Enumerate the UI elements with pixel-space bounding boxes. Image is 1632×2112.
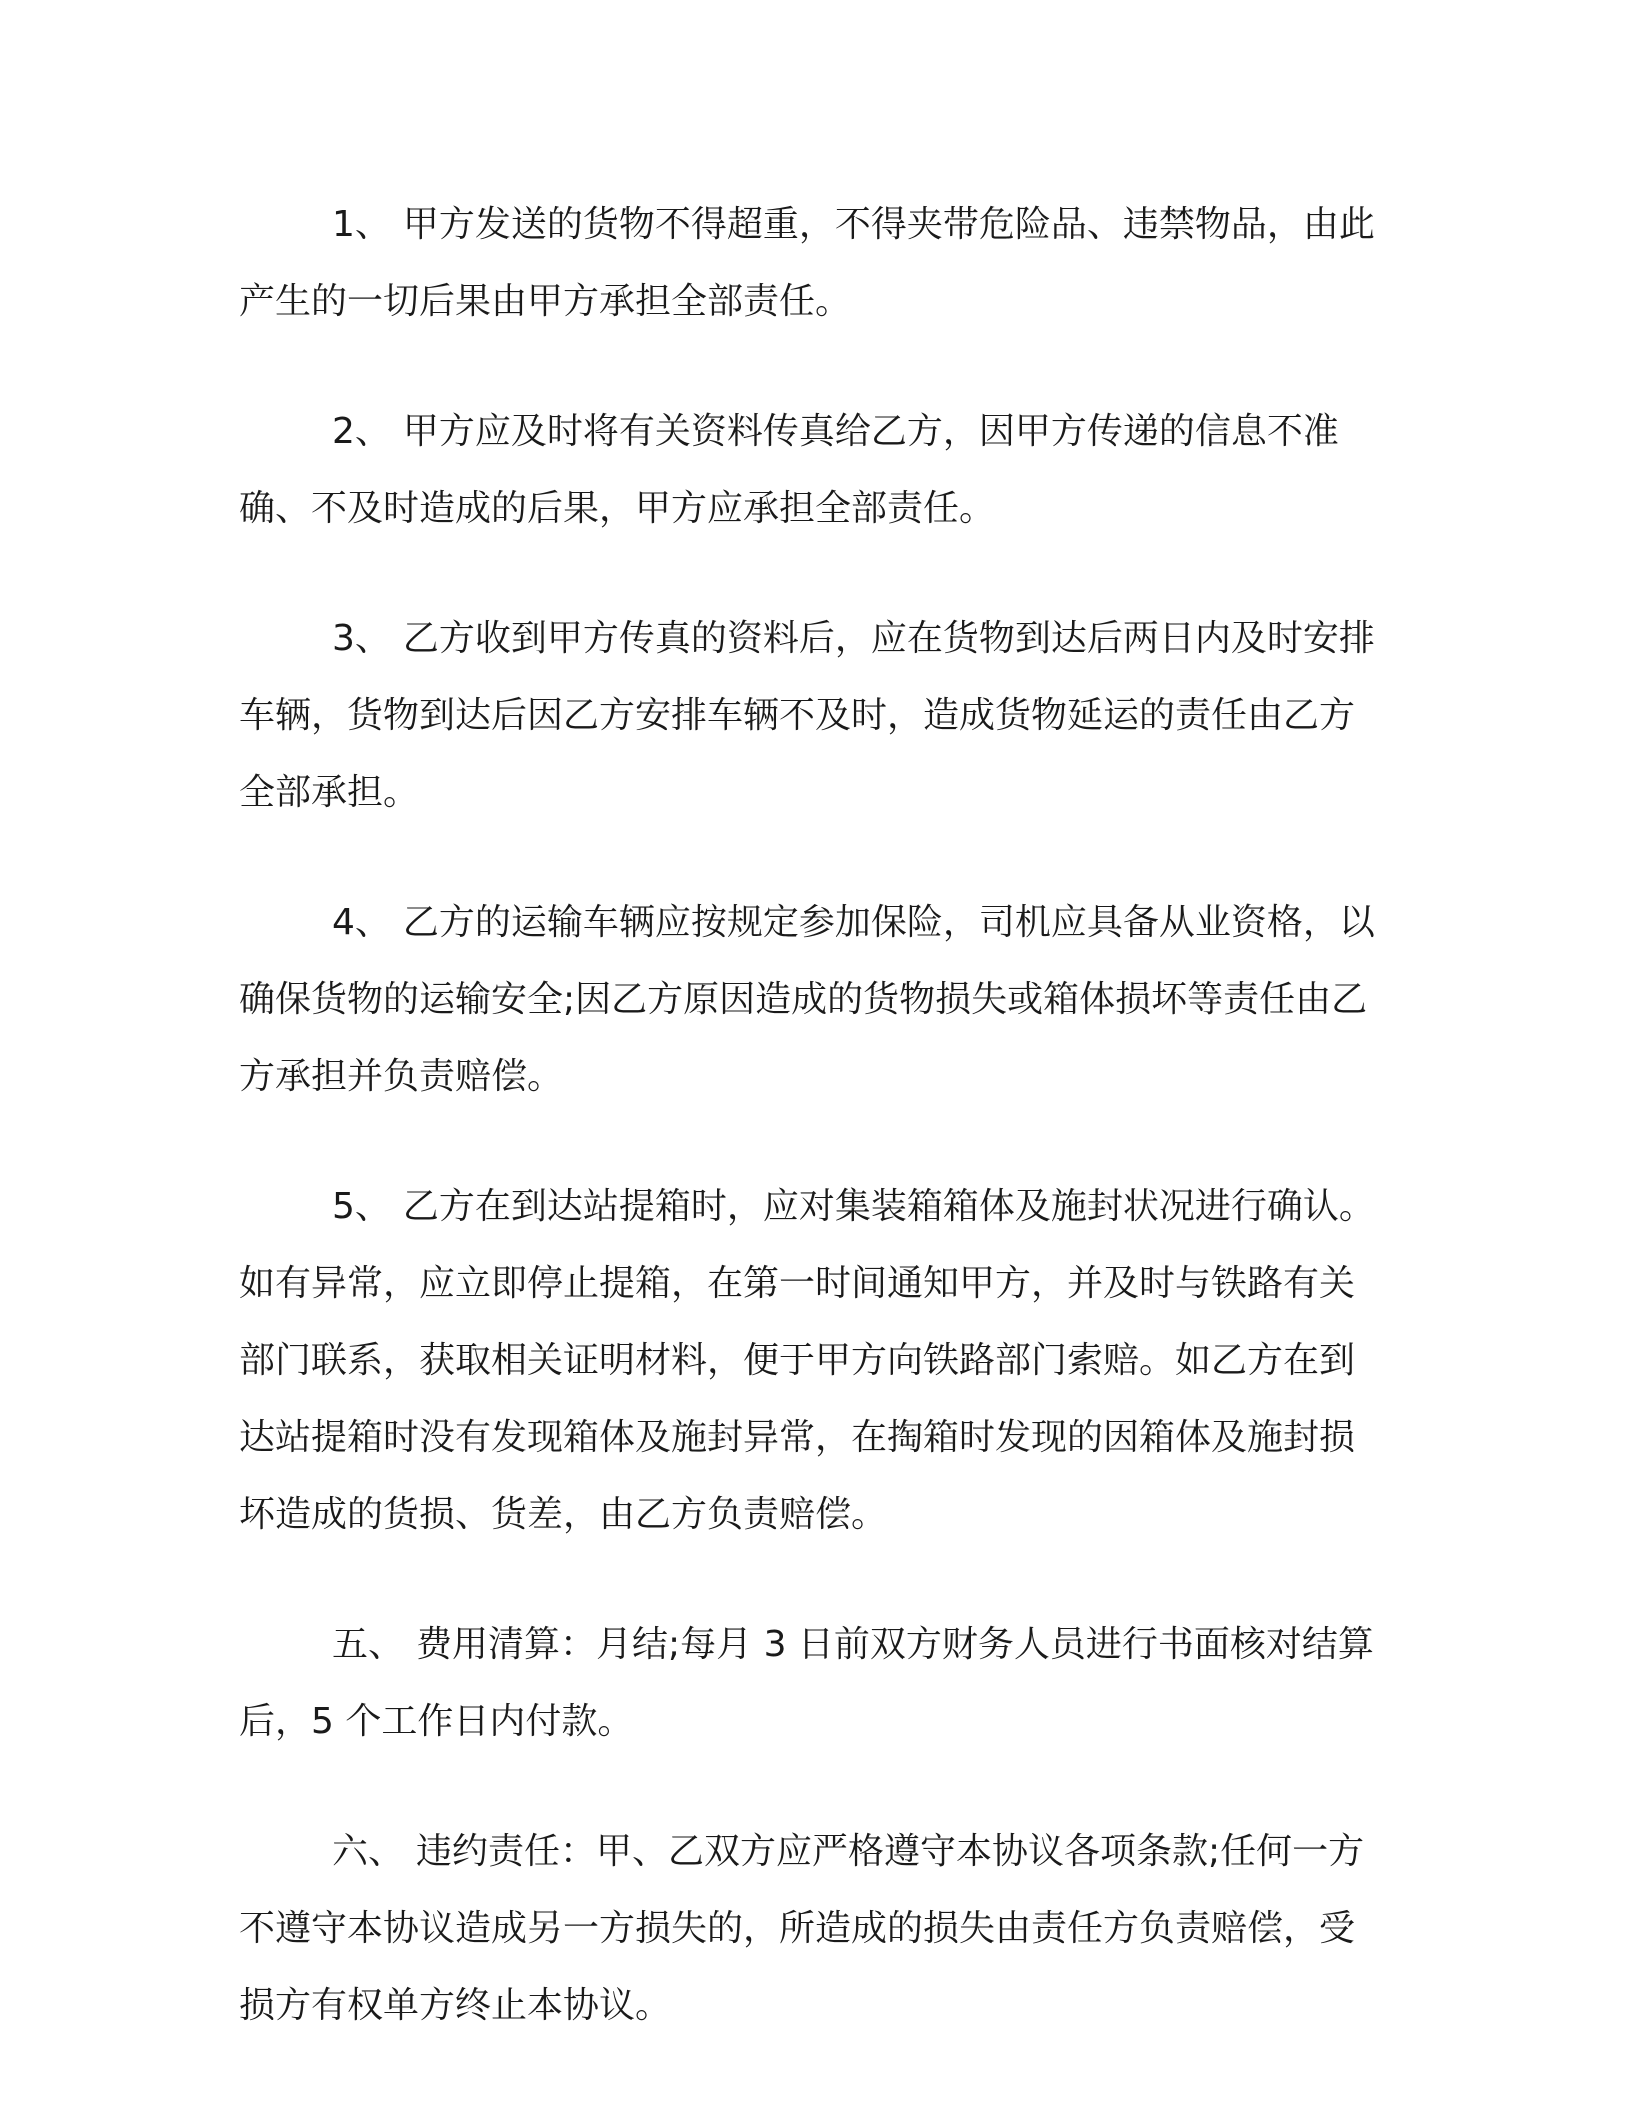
clause-2: [239, 393, 1381, 547]
section-six-liability: [239, 1813, 1381, 2044]
section-text: 违约责任：甲、乙双方应严格遵守本协议各项条款;任何一方不遵守本协议造成另一方损失的，所造成的损失由责任方负责赔偿，受损方有权单方终止本协议。: [239, 1831, 1365, 2026]
clause-3: [239, 600, 1381, 831]
section-number: 五、: [332, 1624, 405, 1665]
section-number: 六、: [332, 1831, 405, 1872]
document-body: [239, 186, 1381, 2097]
section-five-settlement: [239, 1606, 1381, 1760]
clause-text: 甲方发送的货物不得超重，不得夹带危险品、违禁物品，由此产生的一切后果由甲方承担全部责任。: [239, 204, 1375, 322]
clause-4: [239, 884, 1381, 1115]
clause-number: 2、: [332, 411, 391, 452]
clause-5: [239, 1168, 1381, 1553]
clause-text: 乙方收到甲方传真的资料后，应在货物到达后两日内及时安排车辆，货物到达后因乙方安排车辆不及时，造成货物延运的责任由乙方全部承担。: [239, 618, 1375, 813]
clause-text: 乙方在到达站提箱时，应对集装箱箱体及施封状况进行确认。如有异常，应立即停止提箱，在第一时间通知甲方，并及时与铁路有关部门联系，获取相关证明材料，便于甲方向铁路部门索赔。如乙方在到达站提箱时没有发现箱体及施封异常，在掏箱时发现的因箱体及施封损坏造成的货损、货差，由乙方负责赔偿。: [239, 1186, 1375, 1535]
clause-number: 4、: [332, 902, 391, 943]
clause-number: 5、: [332, 1186, 391, 1227]
clause-number: 1、: [332, 204, 391, 245]
clause-text: 乙方的运输车辆应按规定参加保险，司机应具备从业资格，以确保货物的运输安全;因乙方原因造成的货物损失或箱体损坏等责任由乙方承担并负责赔偿。: [239, 902, 1375, 1097]
clause-1: [239, 186, 1381, 340]
clause-number: 3、: [332, 618, 391, 659]
clause-text: 甲方应及时将有关资料传真给乙方，因甲方传递的信息不准确、不及时造成的后果，甲方应承担全部责任。: [239, 411, 1339, 529]
section-text: 费用清算：月结;每月 3 日前双方财务人员进行书面核对结算后，5 个工作日内付款。: [239, 1624, 1374, 1742]
